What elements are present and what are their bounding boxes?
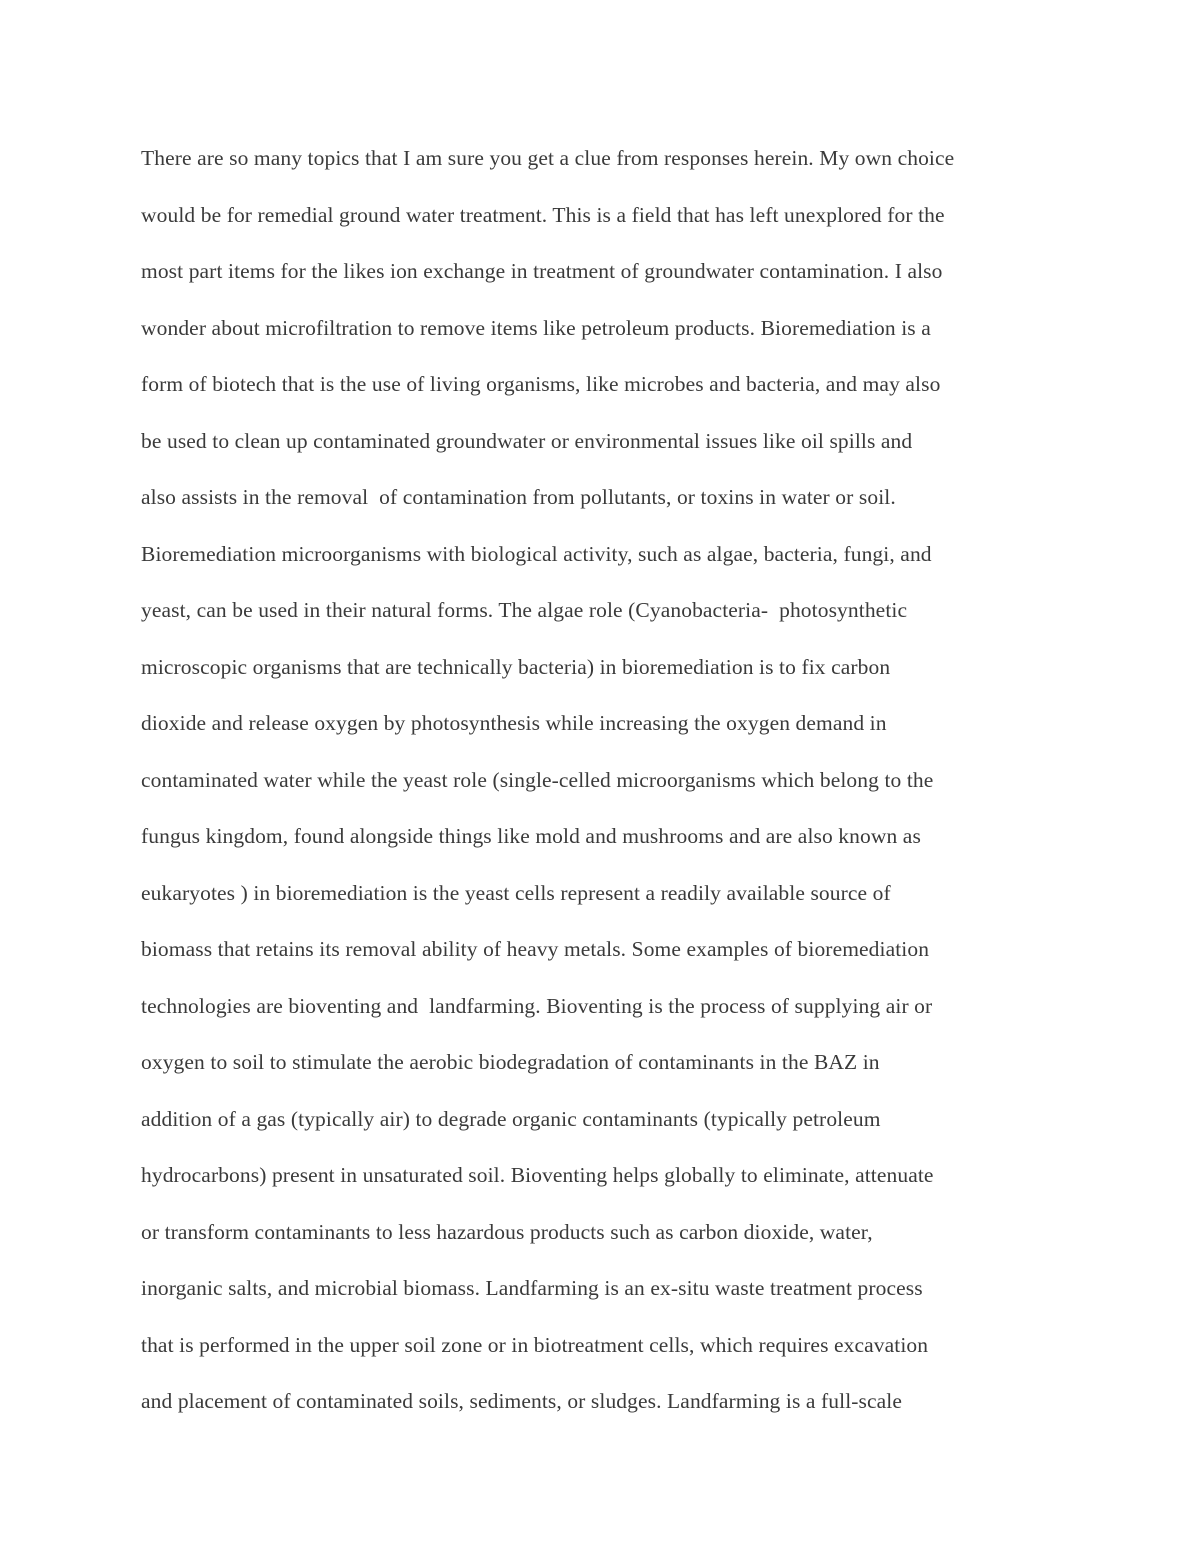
text-line: that is performed in the upper soil zone or in biotreatment cells, which requires excavation — [141, 1332, 929, 1357]
text-line: be used to clean up contaminated groundwater or environmental issues like oil spills and — [141, 428, 913, 453]
text-line: technologies are bioventing and landfarming. Bioventing is the process of supplying air or — [141, 993, 933, 1018]
text-line: microscopic organisms that are technically bacteria) in bioremediation is to fix carbon — [141, 654, 891, 679]
text-line: There are so many topics that I am sure you get a clue from responses herein. My own choice — [141, 146, 955, 170]
text-line: hydrocarbons) present in unsaturated soil. Bioventing helps globally to eliminate, attenuate — [141, 1163, 934, 1187]
text-line: and placement of contaminated soils, sediments, or sludges. Landfarming is a full-scale — [141, 1389, 902, 1413]
text-line: fungus kingdom, found alongside things like mold and mushrooms and are also known as — [141, 824, 921, 848]
body-paragraph — [141, 138, 1071, 1438]
text-line: yeast, can be used in their natural forms. The algae role (Cyanobacteria- photosynthetic — [141, 598, 908, 622]
text-line: oxygen to soil to stimulate the aerobic biodegradation of contaminants in the BAZ in — [141, 1050, 880, 1074]
text-line: dioxide and release oxygen by photosynthesis while increasing the oxygen demand in — [141, 711, 887, 735]
text-line: or transform contaminants to less hazardous products such as carbon dioxide, water, — [141, 1219, 873, 1244]
text-line: contaminated water while the yeast role (single-celled microorganisms which belong to the — [141, 767, 934, 792]
text-line: wonder about microfiltration to remove items like petroleum products. Bioremediation is a — [141, 315, 931, 340]
text-line: eukaryotes ) in bioremediation is the yeast cells represent a readily available source of — [141, 880, 891, 905]
text-line: addition of a gas (typically air) to degrade organic contaminants (typically petroleum — [141, 1106, 881, 1131]
text-line: inorganic salts, and microbial biomass. Landfarming is an ex-situ waste treatment process — [141, 1276, 923, 1300]
text-line: most part items for the likes ion exchange in treatment of groundwater contamination. I also — [141, 259, 943, 283]
text-line: would be for remedial ground water treatment. This is a field that has left unexplored for the — [141, 202, 945, 227]
text-line: Bioremediation microorganisms with biological activity, such as algae, bacteria, fungi, and — [141, 541, 932, 566]
text-line: form of biotech that is the use of living organisms, like microbes and bacteria, and may also — [141, 372, 941, 396]
text-line: biomass that retains its removal ability of heavy metals. Some examples of bioremediation — [141, 937, 930, 961]
text-line: also assists in the removal of contamination from pollutants, or toxins in water or soil. — [141, 485, 896, 509]
